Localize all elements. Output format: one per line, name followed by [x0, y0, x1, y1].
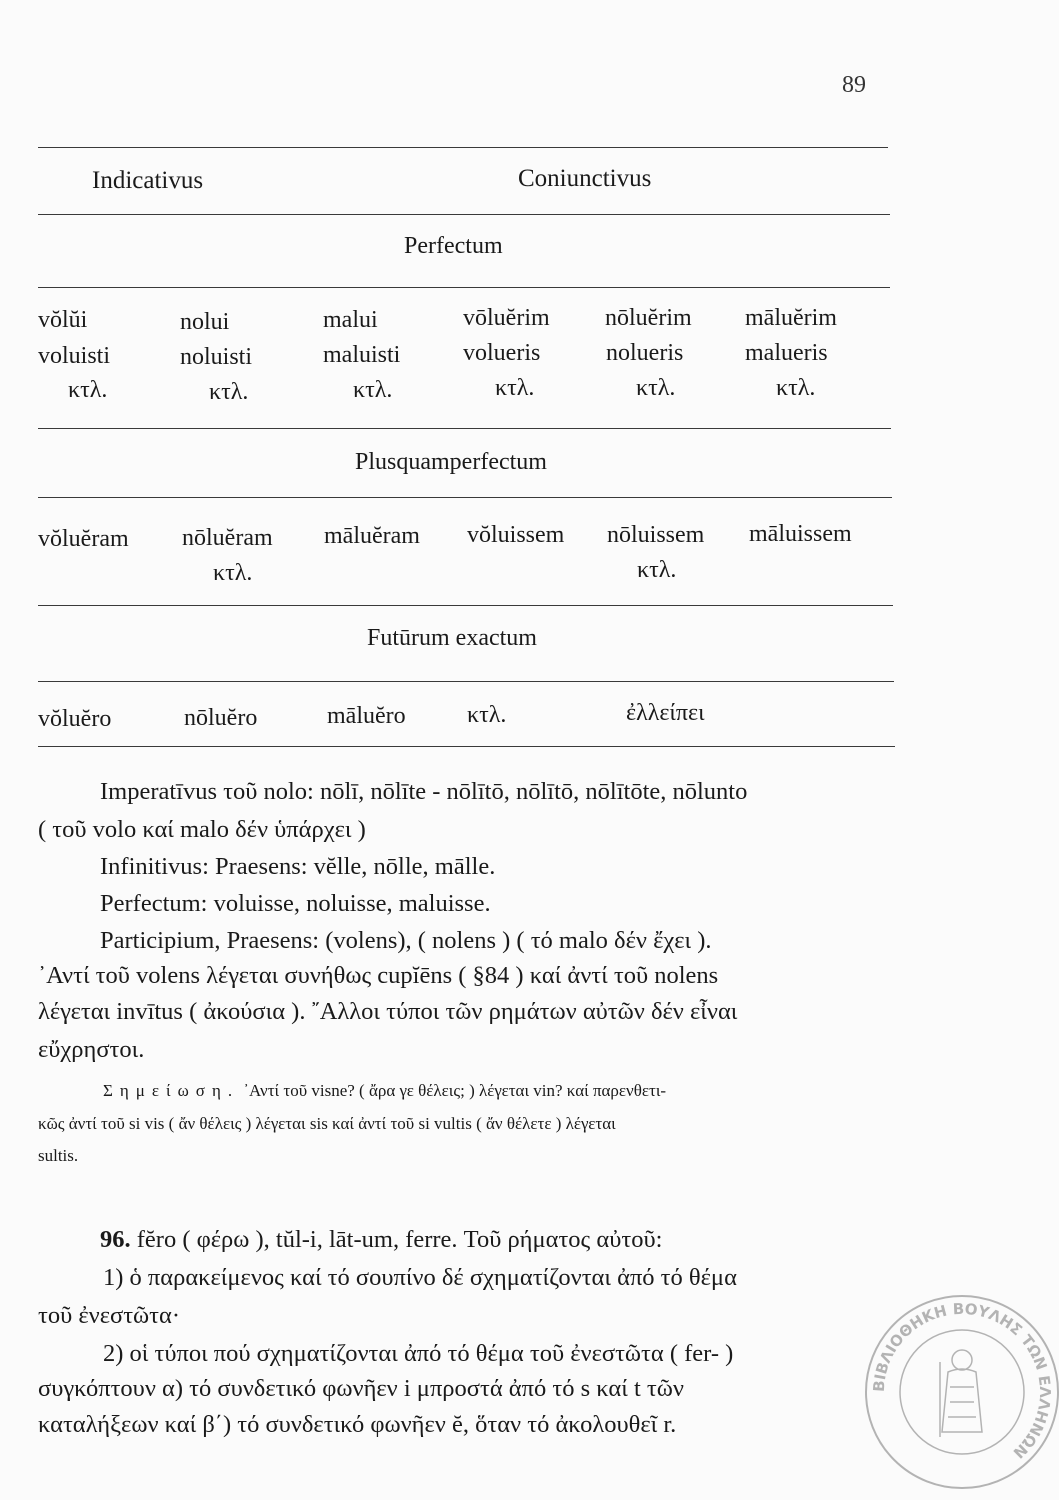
- table-cell: nōluĕro: [184, 705, 258, 731]
- paragraph-line: Imperatīvus τοῦ nolo: nōlī, nōlīte - nōlītō, nōlītō, nōlītōte, nōlunto: [100, 778, 748, 805]
- section-title-futurum-exactum: Futūrum exactum: [367, 625, 537, 651]
- table-cell: nōluissem: [607, 522, 705, 548]
- table-cell: māluissem: [749, 521, 852, 547]
- note-line: [103, 1081, 666, 1101]
- table-cell: māluĕro: [327, 703, 406, 729]
- table-cell: κτλ.: [68, 377, 108, 403]
- table-cell: vōluĕrim: [463, 305, 550, 331]
- page-number: 89: [842, 72, 866, 98]
- section-title-perfectum: Perfectum: [404, 233, 503, 259]
- table-cell: noluisti: [180, 344, 253, 370]
- table-rule: [38, 497, 892, 498]
- table-cell: nolui: [180, 309, 230, 335]
- table-cell: malui: [323, 307, 378, 333]
- paragraph-line: 2) οἱ τύποι πού σχηματίζονται ἀπό τό θέμα τοῦ ἐνεστῶτα ( fer- ): [103, 1340, 734, 1367]
- table-rule: [38, 605, 893, 606]
- table-cell: ἐλλείπει: [626, 700, 705, 726]
- table-rule: [38, 214, 890, 215]
- note-line: sultis.: [38, 1146, 79, 1165]
- table-cell: vŏlŭi: [38, 307, 88, 333]
- paragraph-line: εὔχρηστοι.: [38, 1036, 145, 1063]
- section-96-heading: [100, 1226, 662, 1254]
- paragraph-line: καταλήξεων καί β΄) τό συνδετικό φωνῆεν ĕ, ὅταν τό ἀκολουθεῖ r.: [38, 1411, 677, 1438]
- note-line: κῶς ἀντί τοῦ si vis ( ἄν θέλεις ) λέγεται sis καί ἀντί τοῦ si vultis ( ἄν θέλετε ) λέγεται: [38, 1114, 616, 1133]
- section-number: 96.: [100, 1226, 131, 1253]
- table-cell: malueris: [745, 340, 828, 366]
- table-cell: vŏluĕro: [38, 706, 112, 732]
- table-cell: κτλ.: [637, 557, 677, 583]
- table-cell: volueris: [463, 340, 541, 366]
- paragraph-line: ( τοῦ volo καί malo δέν ὑπάρχει ): [38, 816, 366, 843]
- table-cell: māluĕrim: [745, 305, 837, 331]
- table-rule: [38, 428, 891, 429]
- table-cell: κτλ.: [636, 375, 676, 401]
- table-cell: κτλ.: [495, 375, 535, 401]
- section-title-plusquamperfectum: Plusquamperfectum: [355, 449, 547, 475]
- table-rule: [38, 681, 894, 682]
- note-text: ᾿Αντί τοῦ visne? ( ἄρα γε θέλεις; ) λέγεται vin? καί παρενθετι-: [243, 1081, 667, 1100]
- table-cell: nōluĕrim: [605, 305, 692, 331]
- paragraph-line: ᾿Αντί τοῦ volens λέγεται συνήθως cupĭēns ( §84 ) καί ἀντί τοῦ nolens: [38, 962, 719, 989]
- table-cell: vŏluĕram: [38, 526, 129, 552]
- note-label: Σημείωση.: [103, 1081, 240, 1100]
- paragraph-line: 1) ὁ παρακείμενος καί τό σουπίνο δέ σχηματίζονται ἀπό τό θέμα: [103, 1264, 737, 1291]
- paragraph-line: Infinitivus: Praesens: vĕlle, nōlle, mālle.: [100, 853, 496, 880]
- header-indicativus: Indicativus: [92, 167, 204, 194]
- paragraph-line: Perfectum: voluisse, noluisse, maluisse.: [100, 890, 491, 917]
- paragraph-line: τοῦ ἐνεστῶτα·: [38, 1302, 181, 1329]
- table-rule: [38, 147, 888, 148]
- figure-icon: [940, 1350, 982, 1437]
- section-head-text: fĕro ( φέρω ), tŭl-i, lāt-um, ferre. Τοῦ ρήματος αὐτοῦ:: [136, 1226, 663, 1253]
- table-cell: māluĕram: [324, 523, 420, 549]
- table-cell: nōluĕram: [182, 525, 273, 551]
- table-cell: κτλ.: [776, 375, 816, 401]
- table-cell: κτλ.: [209, 379, 249, 405]
- table-rule: [38, 746, 895, 747]
- header-coniunctivus: Coniunctivus: [518, 165, 652, 192]
- paragraph-line: Participium, Praesens: (volens), ( nolens ) ( τό malo δέν ἔχει ).: [100, 927, 712, 954]
- paragraph-line: λέγεται invītus ( ἀκούσια ). ῎Αλλοι τύποι τῶν ρημάτων αὐτῶν δέν εἶναι: [38, 998, 738, 1025]
- table-cell: κτλ.: [353, 377, 393, 403]
- table-cell: vŏluissem: [467, 522, 565, 548]
- table-cell: maluisti: [323, 342, 401, 368]
- paragraph-line: συγκόπτουν α) τό συνδετικό φωνῆεν i μπροστά ἀπό τό s καί t τῶν: [38, 1375, 684, 1402]
- table-cell: κτλ.: [467, 702, 507, 728]
- table-cell: voluisti: [38, 343, 111, 369]
- library-stamp: [862, 1292, 1059, 1492]
- table-cell: κτλ.: [213, 560, 253, 586]
- stamp-text: ΒΙΒΛΙΟΘΗΚΗ ΒΟΥΛΗΣ ΤΩΝ ΕΛΛΗΝΩΝ: [869, 1299, 1055, 1462]
- table-cell: nolueris: [606, 340, 684, 366]
- table-rule: [38, 287, 890, 288]
